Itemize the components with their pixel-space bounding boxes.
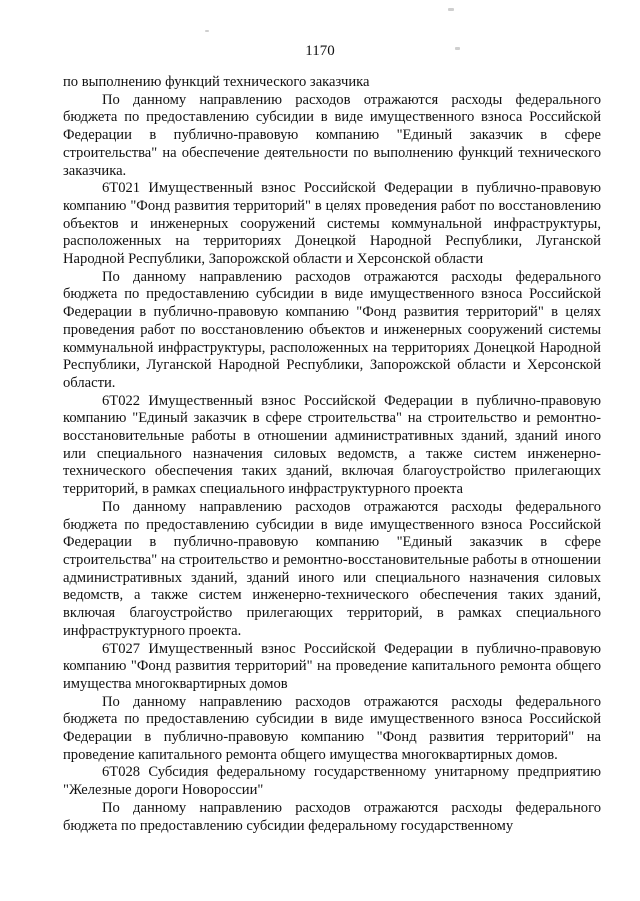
paragraph-8: По данному направлению расходов отражаются расходы федерального бюджета по предоставлению субсидии в виде имущественного взноса Российской Федерации в публично-правовую компанию "Фонд развития территорий" на проведение капитального ремонта общего имущества многоквартирных домов. — [63, 693, 601, 763]
paragraph-9: 6Т028 Субсидия федеральному государственному унитарному предприятию "Железные дороги Новороссии" — [63, 764, 601, 799]
paragraph-4: По данному направлению расходов отражаются расходы федерального бюджета по предоставлению субсидии в виде имущественного взноса Российской Федерации в публично-правовую компанию "Фонд развития территорий" в целях проведения работ по восстановлению объектов и инженерных сооружений системы коммунальной инфраструктуры, расположенных на территориях Донецкой Народной Республики, Луганской Народной Республики, Запорожской области и Херсонской области. — [63, 268, 601, 391]
scan-artifact — [455, 47, 460, 50]
paragraph-2: По данному направлению расходов отражаются расходы федерального бюджета по предоставлению субсидии в виде имущественного взноса Российской Федерации в публично-правовую компанию "Единый заказчик в сфере строительства" на обеспечение деятельности по выполнению функций технического заказчика. — [63, 91, 601, 179]
page-number: 1170 — [305, 43, 335, 59]
paragraph-5: 6Т022 Имущественный взнос Российской Федерации в публично-правовую компанию "Единый заказчик в сфере строительства" на строительство и ремонтно-восстановительные работы в отношении административных зданий, зданий иного или специального назначения силовых ведомств, а также систем инженерно-технического обеспечения таких зданий, включая благоустройство прилегающих территорий, в рамках специального инфраструктурного проекта — [63, 392, 601, 498]
scan-artifact — [205, 30, 209, 32]
paragraph-1: по выполнению функций технического заказчика — [63, 74, 370, 90]
paragraph-7: 6Т027 Имущественный взнос Российской Федерации в публично-правовую компанию "Фонд развития территорий" на проведение капитального ремонта общего имущества многоквартирных домов — [63, 640, 601, 692]
paragraph-3: 6Т021 Имущественный взнос Российской Федерации в публично-правовую компанию "Фонд развития территорий" в целях проведения работ по восстановлению объектов и инженерных сооружений системы коммунальной инфраструктуры, расположенных на территориях Донецкой Народной Республики, Луганской Народной Республики, Запорожской области и Херсонской области — [63, 180, 601, 268]
document-body — [63, 74, 601, 835]
paragraph-10: По данному направлению расходов отражаются расходы федерального бюджета по предоставлению субсидии федеральному государственному — [63, 799, 601, 834]
scan-artifact — [448, 8, 454, 11]
paragraph-6: По данному направлению расходов отражаются расходы федерального бюджета по предоставлению субсидии в виде имущественного взноса Российской Федерации в публично-правовую компанию "Единый заказчик в сфере строительства" на строительство и ремонтно-восстановительные работы в отношении административных зданий, зданий иного или специального назначения силовых ведомств, а также систем инженерно-технического обеспечения таких зданий, включая благоустройство прилегающих территорий, в рамках специального инфраструктурного проекта. — [63, 498, 601, 639]
